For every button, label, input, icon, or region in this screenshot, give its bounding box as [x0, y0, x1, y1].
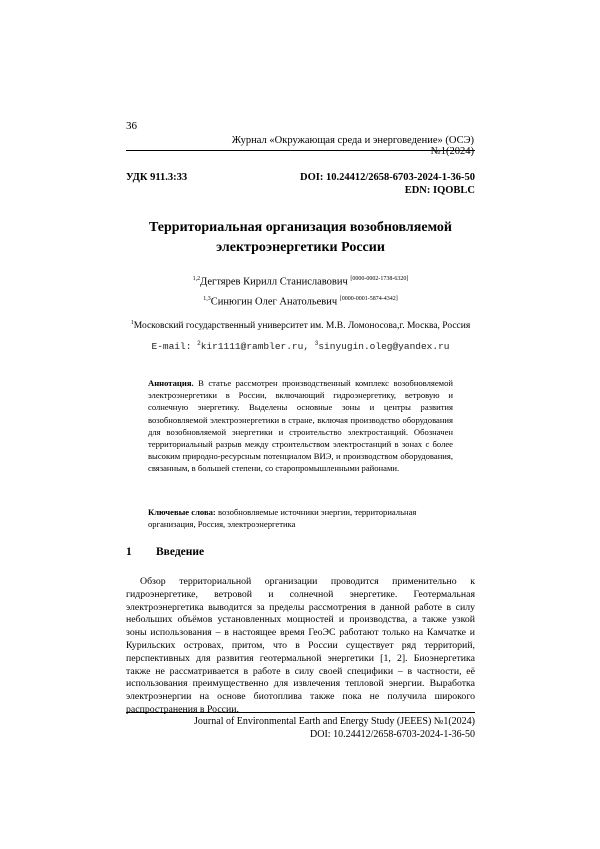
author-1-sup: 1,2 — [193, 276, 201, 282]
author-1-orcid: [0000-0002-1738-6320] — [350, 276, 408, 282]
header-rule — [126, 150, 475, 151]
email-2-link[interactable]: sinyugin.oleg@yandex.ru — [318, 341, 449, 352]
email-2-sup: 3 — [315, 340, 319, 347]
section-number: 1 — [126, 546, 132, 558]
abstract-text: В статье рассмотрен производственный комплекс возобновляемой электроэнергетики в России, включающий гидроэнергетику, ветровую и солнечную энергетику. Выделены основные зоны и центры развития возобновляемой электроэнергетики в стране, включая производство оборудования для возобновляемой энергетики и строительство электростанций. Обозначен территориальный разрыв между строительством электростанций в зонах с более высоким природно-ресурсным потенциалом ВИЭ, и производством оборудования, связанным, в большей степени, со старопромышленными районами. — [148, 378, 453, 473]
abstract-label: Аннотация. — [148, 378, 194, 388]
footer-journal: Journal of Environmental Earth and Energy Study (JEEES) №1(2024) — [150, 716, 475, 727]
udk-code: УДК 911.3:33 — [126, 172, 187, 183]
author-2 — [126, 296, 475, 308]
intro-paragraph: Обзор территориальной организации проводится применительно к гидроэнергетике, ветровой и солнечной энергетике. Геотермальная электроэнергетика выводится за пределы рассмотрения в данной работе в силу небольших объёмов установленных мощностей и производства, а также узкой зоны использования – в настоящее время ГеоЭС работают только на Камчатке и Курильских островах, притом, что в России существует ряд территорий, перспективных для развития геотермальной энергетики [1, 2]. Биоэнергетика также не рассматривается в работе в силу своей специфики – в частности, её использования преимущественно для извлечения тепловой энергии. Выработка электроэнергии на основе биотоплива также пока не получила широкого распространения в России. — [126, 576, 475, 717]
abstract — [148, 377, 453, 475]
doi: DOI: 10.24412/2658-6703-2024-1-36-50 — [280, 172, 475, 183]
email-1-sup: 2 — [197, 340, 201, 347]
author-1 — [126, 276, 475, 288]
author-2-orcid: [0000-0001-5874-4342] — [340, 296, 398, 302]
emails — [126, 340, 475, 352]
author-2-sup: 1,3 — [203, 296, 211, 302]
journal-header: Журнал «Окружающая среда и энерговедение» (ОСЭ) №1(2024) — [198, 135, 474, 157]
edn: EDN: IQOBLC — [280, 185, 475, 196]
email-1-link[interactable]: kir1111@rambler.ru, — [201, 341, 315, 352]
keywords-text: возобновляемые источники энергии, территориальная организация, Россия, электроэнергетика — [148, 507, 416, 529]
email-label: E-mail: — [152, 341, 198, 352]
page-number: 36 — [126, 120, 137, 132]
author-2-name: Синюгин Олег Анатольевич — [211, 297, 337, 308]
footer-rule — [126, 712, 475, 713]
affiliation-sup: 1 — [131, 320, 134, 326]
keywords — [148, 506, 453, 530]
affiliation-text: Московский государственный университет им. М.В. Ломоносова,г. Москва, Россия — [134, 321, 470, 331]
keywords-label: Ключевые слова: — [148, 507, 216, 517]
section-title: Введение — [156, 546, 204, 558]
author-1-name: Дегтярев Кирилл Станиславович — [200, 277, 348, 288]
affiliation — [126, 320, 475, 331]
article-title: Территориальная организация возобновляемой электроэнергетики России — [126, 218, 475, 258]
footer-doi: DOI: 10.24412/2658-6703-2024-1-36-50 — [150, 729, 475, 740]
